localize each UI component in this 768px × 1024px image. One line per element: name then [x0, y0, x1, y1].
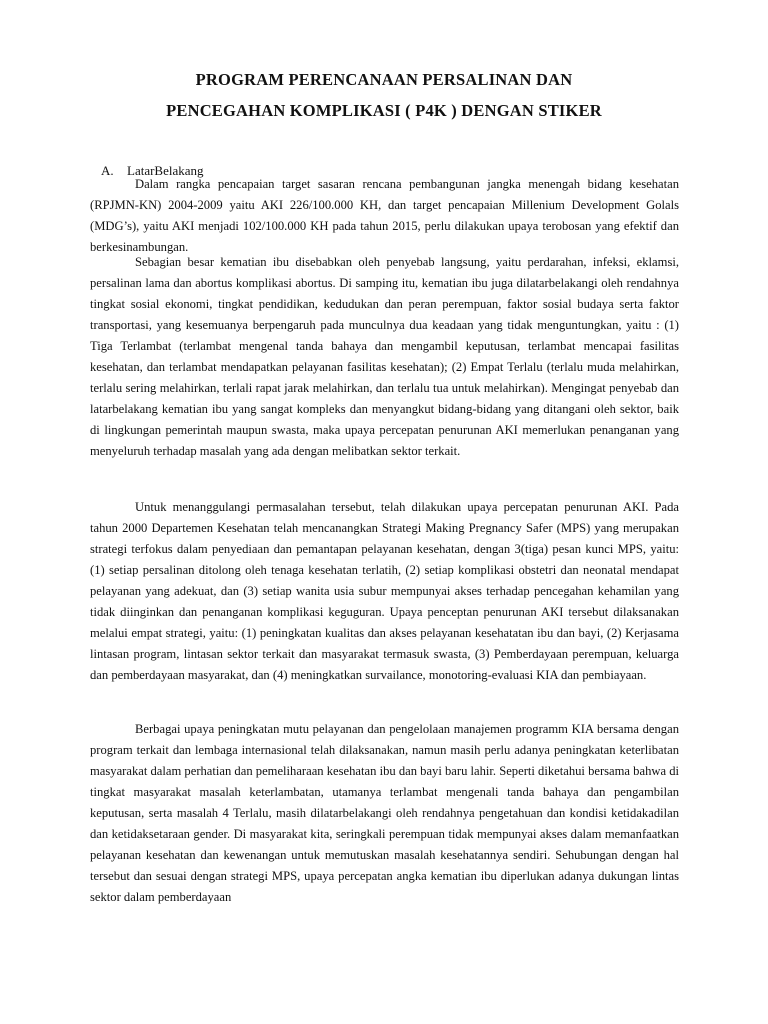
section-label: LatarBelakang [127, 163, 204, 178]
document-title-line-2: PENCEGAHAN KOMPLIKASI ( P4K ) DENGAN STIKER [166, 101, 602, 120]
paragraph-4: Berbagai upaya peningkatan mutu pelayanan dan pengelolaan manajemen programm KIA bersama dengan program terkait dan lembaga internasional telah dilaksanakan, namun masih perlu adanya peningkatan keterlibatan masyarakat dalam perhatian dan pemeliharaan kesehatan ibu dan bayi baru lahir. Seperti diketahui bersama bahwa di tingkat masyarakat masalah keterlambatan, utamanya terlambat mengenali tanda bahaya dan pengambilan keputusan, serta masalah 4 Terlalu, masih dilatarbelakangi oleh rendahnya pengetahuan dan kondisi ketidakadilan dan ketidaksetaraan gender. Di masyarakat kita, seringkali perempuan tidak mempunyai akses dalam memanfaatkan pelayanan kesehatan dan kewenangan untuk memutuskan masalah kesehatannya sendiri. Sehubungan dengan hal tersebut dan sesuai dengan strategi MPS, upaya percepatan angka kematian ibu diperlukan adanya dukungan lintas sektor dalam pemberdayaan [90, 722, 679, 904]
paragraph-2: Sebagian besar kematian ibu disebabkan oleh penyebab langsung, yaitu perdarahan, infeksi, eklamsi, persalinan lama dan abortus komplikasi abortus. Di samping itu, kematian ibu juga dilatarbelakangi oleh rendahnya tingkat sosial ekonomi, tingkat pendidikan, kedudukan dan peran perempuan, faktor sosial budaya serta faktor transportasi, yang kesemuanya berpengaruh pada munculnya dua keadaan yang tidak menguntungkan, yaitu : (1) Tiga Terlambat (terlambat mengenal tanda bahaya dan mengambil keputusan, terlambat mencapai fasilitas kesehatan, dan terlambat mendapatkan pelayanan fasilitas kesehatan); (2) Empat Terlalu (terlalu muda melahirkan, terlalu sering melahirkan, terlali rapat jarak melahirkan, dan terlalu tua untuk melahirkan). Mengingat penyebab dan latarbelakang kematian ibu yang sangat kompleks dan menyangkut bidang-bidang yang ditangani oleh sektor, baik di lingkungan pemerintah maupun swasta, maka upaya percepatan penurunan AKI memerlukan penanganan yang menyeluruh terhadap masalah yang ada dengan melibatkan sektor terkait. [90, 255, 679, 458]
paragraph-1: Dalam rangka pencapaian target sasaran rencana pembangunan jangka menengah bidang kesehatan (RPJMN-KN) 2004-2009 yaitu AKI 226/100.000 KH, dan target pencapaian Millenium Development Golals (MDG’s), yaitu AKI menjadi 102/100.000 KH pada tahun 2015, perlu dilakukan upaya terobosan yang efektif dan berkesinambungan. [90, 177, 679, 254]
paragraph-3: Untuk menanggulangi permasalahan tersebut, telah dilakukan upaya percepatan penurunan AKI. Pada tahun 2000 Departemen Kesehatan telah mencanangkan Strategi Making Pregnancy Safer (MPS) yang merupakan strategi terfokus dalam penyediaan dan pemantapan pelayanan kesehatan, dengan 3(tiga) pesan kunci MPS, yaitu: (1) setiap persalinan ditolong oleh tenaga kesehatan terlatih, (2) setiap komplikasi obstetri dan neonatal mendapat pelayanan yang adekuat, dan (3) setiap wanita usia subur mempunyai akses terhadap pencegahan kehamilan yang tidak diinginkan dan penanganan komplikasi keguguran. Upaya penceptan penurunan AKI tersebut dilaksanakan melalui empat strategi, yaitu: (1) peningkatan kualitas dan akses pelayanan kesehatatan ibu dan bayi, (2) Kerjasama lintasan program, lintasan sektor terkait dan masyarakat termasuk swasta, (3) Pemberdayaan perempuan, keluarga dan pemberdayaan masyarakat, dan (4) meningkatkan survailance, monotoring-evaluasi KIA dan pembiayaan. [90, 500, 679, 682]
section-marker: A. [101, 163, 114, 178]
document-title-line-1: PROGRAM PERENCANAAN PERSALINAN DAN [195, 70, 573, 89]
